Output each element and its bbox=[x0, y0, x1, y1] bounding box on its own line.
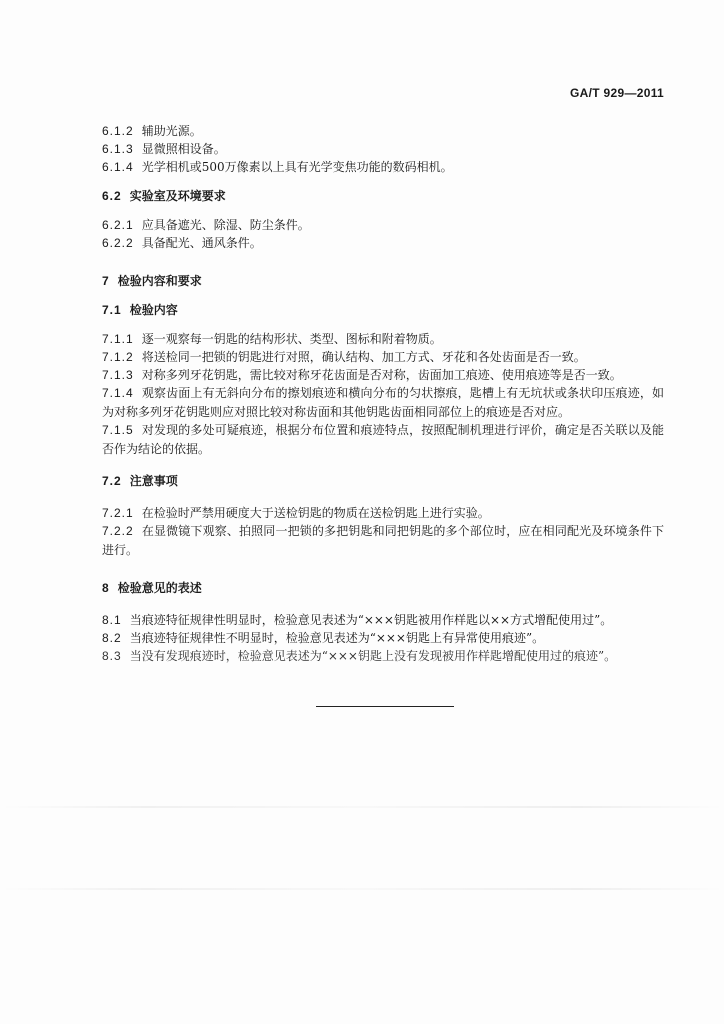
clause-text: 对称多列牙花钥匙，需比较对称牙花齿面是否对称，齿面加工痕迹、使用痕迹等是否一致。 bbox=[141, 368, 622, 382]
clause-7-1-4 bbox=[102, 384, 664, 421]
clause-number: 7.1.1 bbox=[102, 332, 134, 346]
clause-7-2-1 bbox=[102, 504, 664, 522]
clause-number: 7.1.4 bbox=[102, 386, 134, 400]
clause-6-2-1 bbox=[102, 216, 664, 234]
clause-number: 8.3 bbox=[102, 649, 122, 663]
heading-number: 7 bbox=[102, 274, 110, 288]
clause-text: 应具备遮光、除湿、防尘条件。 bbox=[141, 218, 310, 232]
clause-number: 6.1.3 bbox=[102, 142, 134, 156]
end-rule bbox=[316, 706, 454, 707]
heading-number: 7.2 bbox=[102, 474, 122, 488]
clause-text: 在显微镜下观察、拍照同一把锁的多把钥匙和同把钥匙的多个部位时，应在相同配光及环境条件下进行。 bbox=[102, 524, 664, 557]
document-body bbox=[102, 122, 664, 665]
heading-number: 7.1 bbox=[102, 303, 122, 317]
clause-7-1-3 bbox=[102, 366, 664, 384]
section-heading-7-2 bbox=[102, 472, 664, 490]
clause-text: 显微照相设备。 bbox=[141, 142, 226, 156]
heading-text: 实验室及环境要求 bbox=[129, 189, 226, 203]
section-heading-7 bbox=[102, 272, 664, 290]
clause-number: 7.1.2 bbox=[102, 350, 134, 364]
clause-6-1-4 bbox=[102, 158, 664, 176]
clause-number: 8.2 bbox=[102, 631, 122, 645]
clause-number: 7.2.2 bbox=[102, 524, 134, 538]
clause-text: 对发现的多处可疑痕迹，根据分布位置和痕迹特点，按照配制机理进行评价，确定是否关联以及能否作为结论的依据。 bbox=[102, 423, 664, 456]
clause-text: 光学相机或500万像素以上具有光学变焦功能的数码相机。 bbox=[141, 160, 453, 174]
clause-8-3 bbox=[102, 647, 664, 665]
clause-7-1-2 bbox=[102, 348, 664, 366]
heading-text: 检验意见的表述 bbox=[117, 581, 202, 595]
scan-artifact bbox=[0, 806, 724, 808]
clause-number: 7.2.1 bbox=[102, 506, 134, 520]
section-heading-8 bbox=[102, 579, 664, 597]
clause-number: 6.1.2 bbox=[102, 124, 134, 138]
clause-7-1-5 bbox=[102, 421, 664, 458]
clause-text: 观察齿面上有无斜向分布的擦划痕迹和横向分布的匀状擦痕，匙槽上有无坑状或条状印压痕迹，如为对称多列牙花钥匙则应对照比较对称齿面和其他钥匙齿面相同部位上的痕迹是否对应。 bbox=[102, 386, 664, 419]
clause-number: 8.1 bbox=[102, 613, 122, 627]
clause-number: 6.2.2 bbox=[102, 236, 134, 250]
clause-text: 将送检同一把锁的钥匙进行对照，确认结构、加工方式、牙花和各处齿面是否一致。 bbox=[141, 350, 586, 364]
section-heading-6-2 bbox=[102, 187, 664, 205]
clause-number: 6.2.1 bbox=[102, 218, 134, 232]
standard-code: GA/T 929—2011 bbox=[570, 86, 664, 100]
scan-artifact bbox=[0, 888, 724, 890]
clause-number: 7.1.3 bbox=[102, 368, 134, 382]
clause-text: 具备配光、通风条件。 bbox=[141, 236, 262, 250]
section-heading-7-1 bbox=[102, 301, 664, 319]
clause-7-1-1 bbox=[102, 330, 664, 348]
clause-6-1-2 bbox=[102, 122, 664, 140]
clause-text: 逐一观察每一钥匙的结构形状、类型、图标和附着物质。 bbox=[141, 332, 442, 346]
clause-number: 6.1.4 bbox=[102, 160, 134, 174]
heading-number: 6.2 bbox=[102, 189, 122, 203]
clause-6-2-2 bbox=[102, 234, 664, 252]
heading-text: 注意事项 bbox=[129, 474, 178, 488]
heading-number: 8 bbox=[102, 581, 110, 595]
clause-number: 7.1.5 bbox=[102, 423, 134, 437]
clause-text: 当没有发现痕迹时，检验意见表述为“×××钥匙上没有发现被用作样匙增配使用过的痕迹”。 bbox=[129, 649, 617, 663]
clause-8-1 bbox=[102, 611, 664, 629]
clause-text: 当痕迹特征规律性明显时，检验意见表述为“×××钥匙被用作样匙以××方式增配使用过”。 bbox=[129, 613, 613, 627]
heading-text: 检验内容 bbox=[129, 303, 178, 317]
clause-text: 当痕迹特征规律性不明显时，检验意见表述为“×××钥匙上有异常使用痕迹”。 bbox=[129, 631, 545, 645]
heading-text: 检验内容和要求 bbox=[117, 274, 202, 288]
clause-6-1-3 bbox=[102, 140, 664, 158]
clause-7-2-2 bbox=[102, 522, 664, 559]
clause-8-2 bbox=[102, 629, 664, 647]
clause-text: 辅助光源。 bbox=[141, 124, 202, 138]
clause-text: 在检验时严禁用硬度大于送检钥匙的物质在送检钥匙上进行实验。 bbox=[141, 506, 490, 520]
